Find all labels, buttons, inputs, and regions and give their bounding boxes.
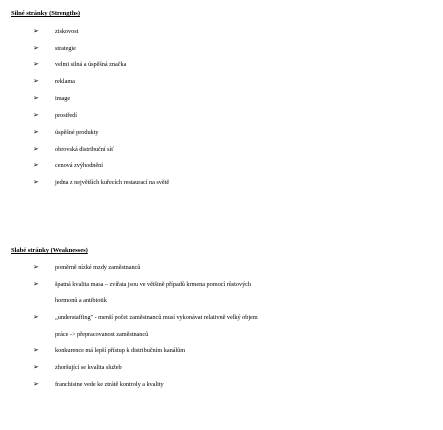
arrowhead-bullet-icon: ➢ [33,263,39,271]
arrowhead-bullet-icon: ➢ [33,145,39,153]
arrowhead-bullet-icon: ➢ [33,178,39,186]
arrowhead-bullet-icon: ➢ [33,60,39,68]
weakness-text-continuation: hormonů a antibiotik [55,297,107,304]
arrowhead-bullet-icon: ➢ [33,111,39,119]
strength-text: úspěšné produkty [55,129,99,136]
arrowhead-bullet-icon: ➢ [33,94,39,102]
strength-text: reklama [55,78,75,85]
arrowhead-bullet-icon: ➢ [33,77,39,85]
strength-text: velmi silná a úspěšná značka [55,61,127,68]
weakness-text: zhoršující se kvalita služeb [55,364,122,371]
weakness-text: konkurence má lepší přístup k distribučním kanálům [55,347,186,354]
arrowhead-bullet-icon: ➢ [33,44,39,52]
weakness-text: špatná kvalita masa – zvířata jsou ve většině případů krmena pomocí růstových [55,281,252,288]
arrowhead-bullet-icon: ➢ [33,380,39,388]
weakness-text-continuation: práce -> přepracovanost zaměstnanců [55,331,149,338]
strength-text: jedna z největších kuřecích restaurací na světě [55,179,170,186]
strengths-heading: Silné stránky (Strengths) [11,10,80,17]
arrowhead-bullet-icon: ➢ [33,27,39,35]
strength-text: image [55,95,71,102]
strength-text: obrovská distribuční síť [55,146,114,153]
strength-text: prostředí [55,112,77,119]
strength-text: strategie [55,45,76,52]
arrowhead-bullet-icon: ➢ [33,363,39,371]
strength-text: cenová zvýhodnění [55,162,103,169]
weaknesses-heading: Slabé stránky (Weaknesses) [11,247,88,254]
arrowhead-bullet-icon: ➢ [33,161,39,169]
arrowhead-bullet-icon: ➢ [33,280,39,288]
weakness-text: „understaffing" - menší počet zaměstnanců musí vykonávat relativně velký objem [55,314,258,321]
strength-text: ziskovost [55,28,79,35]
arrowhead-bullet-icon: ➢ [33,128,39,136]
arrowhead-bullet-icon: ➢ [33,313,39,321]
weakness-text: poměrně nízké mzdy zaměstnanců [55,264,141,271]
arrowhead-bullet-icon: ➢ [33,346,39,354]
weakness-text: franchisine vede ke ztrátě kontroly a kvality [55,381,164,388]
